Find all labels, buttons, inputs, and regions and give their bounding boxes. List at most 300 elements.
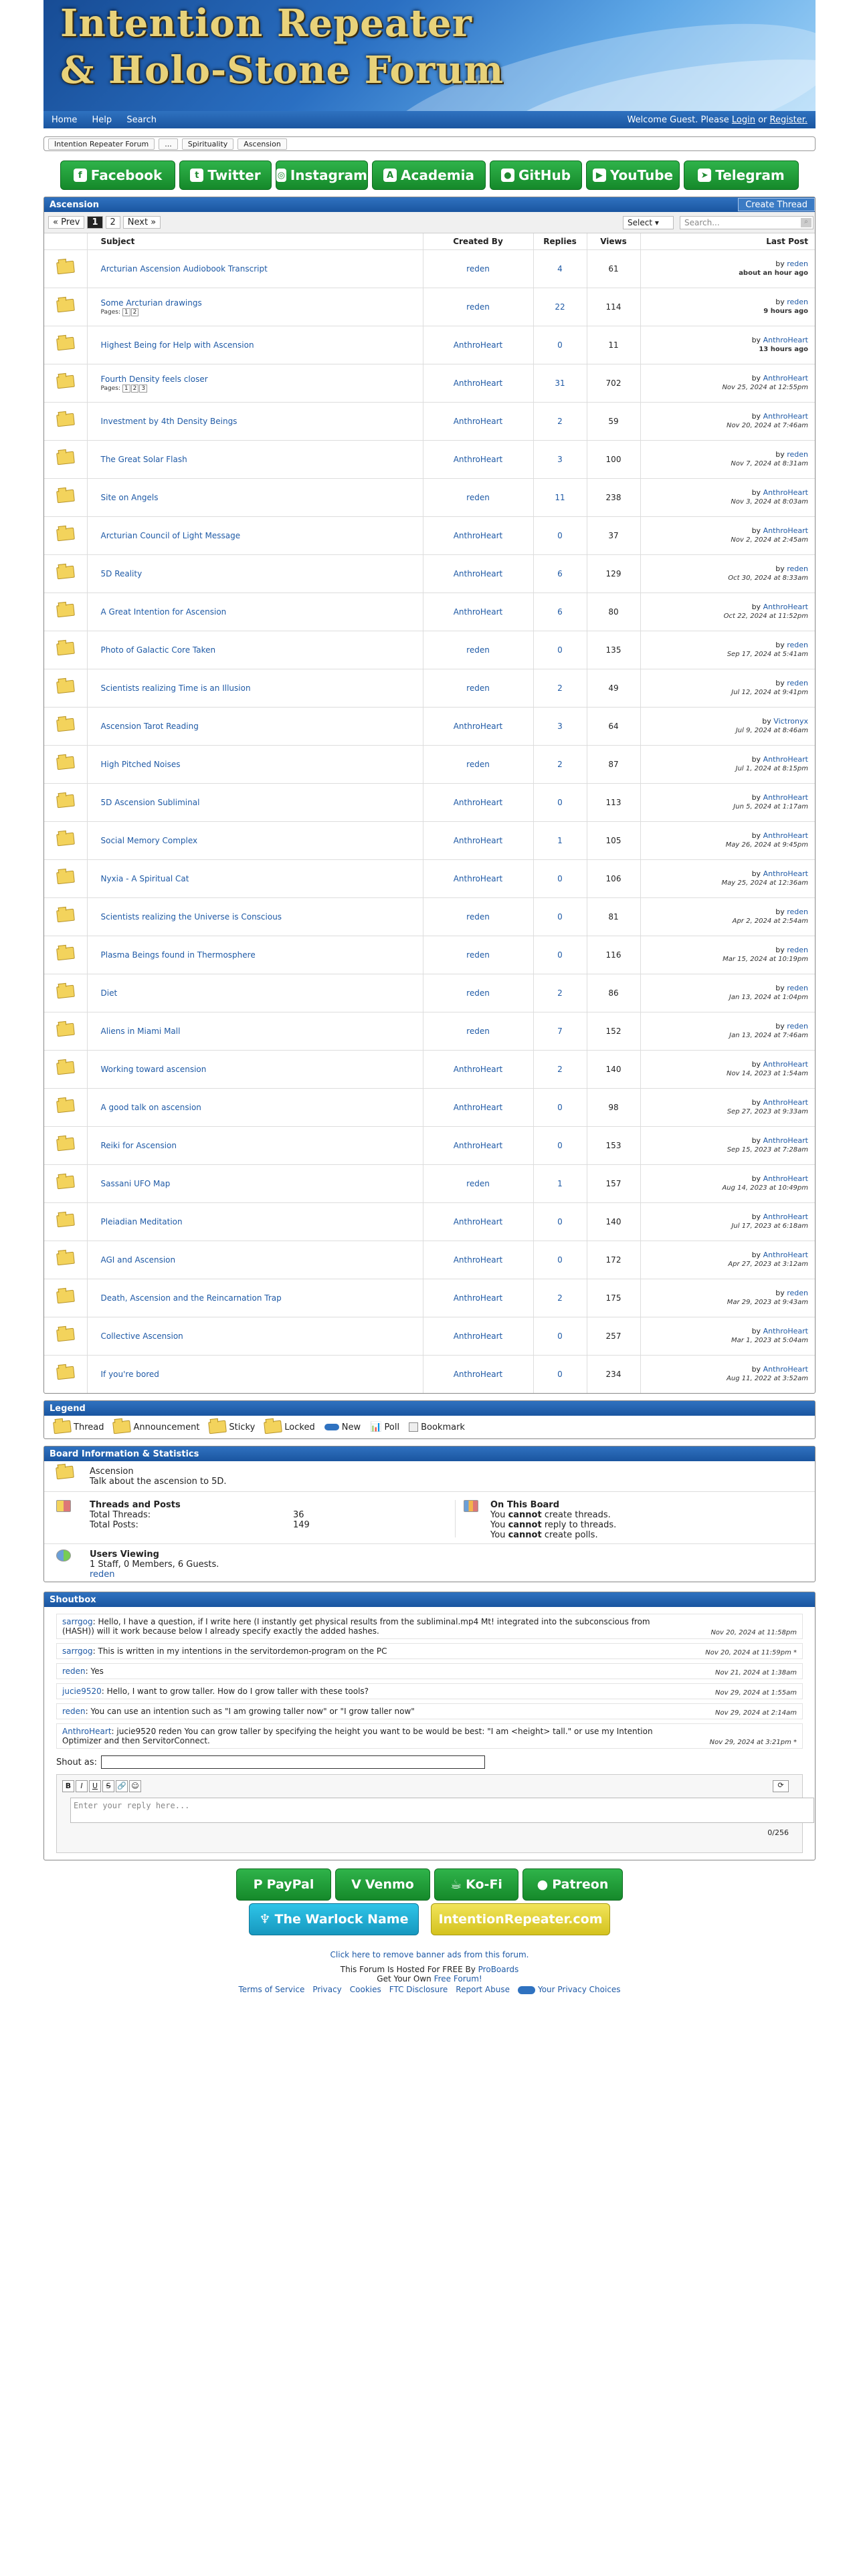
- thread-creator-link[interactable]: reden: [466, 263, 490, 274]
- footer-link-terms-of-service[interactable]: Terms of Service: [238, 1985, 305, 1994]
- ir-label: IntentionRepeater.com: [438, 1912, 603, 1927]
- thread-icon-cell: [44, 1317, 87, 1355]
- last-post-author-link[interactable]: AnthroHeart: [763, 1212, 808, 1221]
- privacy-toggle-icon: [518, 1986, 535, 1994]
- last-post-date: May 25, 2024 at 12:36am: [721, 879, 808, 887]
- thread-creator-link[interactable]: reden: [466, 911, 490, 922]
- thread-views-cell: [587, 1164, 640, 1202]
- thread-icon-cell: [44, 821, 87, 859]
- thread-subject-cell: [87, 631, 423, 669]
- last-post-author-link[interactable]: reden: [787, 640, 808, 649]
- last-post-author-link[interactable]: reden: [787, 678, 808, 687]
- thread-row: [44, 478, 815, 516]
- thread-title-link[interactable]: A Great Intention for Ascension: [100, 607, 227, 617]
- last-post-author-link[interactable]: AnthroHeart: [763, 526, 808, 535]
- thread-row: [44, 1088, 815, 1126]
- thread-replies-cell: [533, 1126, 587, 1164]
- last-post-author-link[interactable]: AnthroHeart: [763, 1097, 808, 1107]
- thread-subject-cell: [87, 326, 423, 364]
- last-post-author-link[interactable]: Victronyx: [773, 716, 808, 726]
- thread-title-link[interactable]: Scientists realizing Time is an Illusion: [100, 683, 251, 693]
- venmo-button[interactable]: [335, 1868, 430, 1901]
- thread-icon-cell: [44, 1202, 87, 1241]
- thread-title-link[interactable]: Fourth Density feels closer: [100, 374, 208, 384]
- thread-page-link[interactable]: 2: [131, 308, 139, 316]
- proboards-link[interactable]: ProBoards: [478, 1965, 519, 1974]
- thread-last-post-cell: by Victronyx Jul 9, 2024 at 8:46am: [640, 707, 815, 745]
- poll-icon: 📊: [370, 1422, 382, 1432]
- thread-creator-link[interactable]: AnthroHeart: [453, 454, 503, 464]
- thread-row: [44, 1279, 815, 1317]
- thread-title-link[interactable]: Diet: [100, 988, 118, 998]
- last-post-author-link[interactable]: reden: [787, 449, 808, 459]
- created-by-header: Created By: [423, 233, 533, 249]
- last-post-author-link[interactable]: AnthroHeart: [763, 488, 808, 497]
- thread-title-link[interactable]: Nyxia - A Spiritual Cat: [100, 873, 189, 883]
- last-post-author-link[interactable]: AnthroHeart: [763, 1136, 808, 1145]
- thread-row: [44, 440, 815, 478]
- thread-title-link[interactable]: Plasma Beings found in Thermosphere: [100, 950, 256, 960]
- thread-creator-link[interactable]: AnthroHeart: [453, 568, 503, 578]
- thread-title-link[interactable]: Social Memory Complex: [100, 835, 198, 845]
- nav-home[interactable]: Home: [52, 114, 78, 125]
- thread-row: [44, 897, 815, 936]
- thread-replies[interactable]: 2: [557, 416, 563, 426]
- thread-creator-link[interactable]: AnthroHeart: [453, 530, 503, 540]
- shout-user-link[interactable]: sarrgog: [62, 1646, 93, 1656]
- thread-creator-cell: [423, 326, 533, 364]
- thread-views: 113: [605, 797, 622, 807]
- thread-views-cell: [587, 478, 640, 516]
- link-icon[interactable]: 🔗: [116, 1780, 128, 1792]
- warlock-name-button[interactable]: [249, 1903, 419, 1935]
- social-button-telegram[interactable]: [684, 160, 799, 190]
- thread-title-link[interactable]: The Great Solar Flash: [100, 454, 187, 464]
- legend-item-announcement: [113, 1421, 199, 1433]
- thread-page-link[interactable]: 1: [122, 385, 130, 393]
- register-link[interactable]: Register.: [769, 114, 807, 125]
- last-post-author-link[interactable]: AnthroHeart: [763, 373, 808, 383]
- thread-folder-icon: [56, 833, 75, 847]
- footer-link-report-abuse[interactable]: Report Abuse: [456, 1985, 510, 1994]
- venmo-icon: V: [351, 1877, 361, 1892]
- kofi-button[interactable]: [434, 1868, 518, 1901]
- thread-creator-link[interactable]: AnthroHeart: [453, 721, 503, 731]
- thread-replies[interactable]: 0: [557, 1216, 563, 1226]
- thread-title-link[interactable]: 5D Ascension Subliminal: [100, 797, 200, 807]
- thread-creator-cell: [423, 554, 533, 593]
- thread-views-cell: [587, 402, 640, 440]
- thread-views: 172: [605, 1255, 622, 1265]
- thread-title-link[interactable]: AGI and Ascension: [100, 1255, 176, 1265]
- last-post-author-link[interactable]: AnthroHeart: [763, 1059, 808, 1069]
- last-post-date: Mar 29, 2023 at 9:43am: [727, 1298, 808, 1306]
- social-button-github[interactable]: [490, 160, 582, 190]
- shout-user-link[interactable]: reden: [62, 1707, 86, 1716]
- thread-title-link[interactable]: Working toward ascension: [100, 1064, 207, 1074]
- shout-user-link[interactable]: reden: [62, 1667, 86, 1676]
- thread-replies[interactable]: 0: [557, 1255, 563, 1265]
- last-post-date: Jun 5, 2024 at 1:17am: [733, 802, 808, 811]
- shout-user-link[interactable]: jucie9520: [62, 1687, 102, 1696]
- thread-replies[interactable]: 0: [557, 645, 563, 655]
- social-button-youtube[interactable]: [586, 160, 680, 190]
- thread-replies[interactable]: 0: [557, 340, 563, 350]
- thread-views-cell: [587, 516, 640, 554]
- privacy-choices-link[interactable]: [518, 1985, 621, 1994]
- smiley-icon[interactable]: ☺: [129, 1780, 141, 1792]
- breadcrumb-spirituality[interactable]: Spirituality: [182, 138, 234, 150]
- last-post-author-link[interactable]: AnthroHeart: [763, 602, 808, 611]
- last-post-date: Oct 30, 2024 at 8:33am: [728, 574, 808, 582]
- last-post-author-link[interactable]: AnthroHeart: [763, 754, 808, 764]
- nav-search[interactable]: Search: [126, 114, 157, 125]
- social-label: GitHub: [518, 167, 571, 183]
- thread-icon-cell: [44, 631, 87, 669]
- thread-title-link[interactable]: Highest Being for Help with Ascension: [100, 340, 254, 350]
- thread-last-post-cell: by reden Jan 13, 2024 at 7:46am: [640, 1012, 815, 1050]
- thread-last-post-cell: by AnthroHeart Jun 5, 2024 at 1:17am: [640, 783, 815, 821]
- thread-replies[interactable]: 22: [555, 302, 565, 312]
- legend-label: Poll: [384, 1422, 400, 1432]
- last-post-date: Nov 25, 2024 at 12:55pm: [722, 383, 808, 391]
- thread-replies[interactable]: 1: [557, 835, 563, 845]
- thread-creator-link[interactable]: reden: [466, 1026, 490, 1036]
- last-post-date: Nov 7, 2024 at 8:31am: [731, 459, 808, 467]
- thread-creator-link[interactable]: AnthroHeart: [453, 1064, 503, 1074]
- last-post-author-link[interactable]: reden: [787, 1021, 808, 1031]
- page-2-button[interactable]: 2: [106, 216, 120, 229]
- thread-creator-link[interactable]: AnthroHeart: [453, 797, 503, 807]
- last-post-author-link[interactable]: AnthroHeart: [763, 1326, 808, 1335]
- thread-replies[interactable]: 0: [557, 1102, 563, 1112]
- breadcrumb-forum[interactable]: Intention Repeater Forum: [48, 138, 155, 150]
- thread-views-cell: [587, 1126, 640, 1164]
- thread-icon-cell: [44, 1050, 87, 1088]
- social-button-instagram[interactable]: [276, 160, 368, 190]
- thread-title-link[interactable]: Scientists realizing the Universe is Conscious: [100, 911, 282, 922]
- footer-link-cookies[interactable]: Cookies: [349, 1985, 381, 1994]
- thread-title-link[interactable]: Reiki for Ascension: [100, 1140, 177, 1150]
- thread-folder-icon: [56, 375, 75, 389]
- thread-replies[interactable]: 2: [557, 1064, 563, 1074]
- thread-row: [44, 974, 815, 1012]
- reply-textarea[interactable]: [70, 1798, 814, 1823]
- thread-replies[interactable]: 1: [557, 1178, 563, 1188]
- thread-replies[interactable]: 3: [557, 721, 563, 731]
- thread-creator-link[interactable]: reden: [466, 492, 490, 502]
- thread-row: [44, 1355, 815, 1393]
- bold-button[interactable]: B: [62, 1780, 74, 1792]
- thread-folder-icon: [56, 451, 75, 465]
- thread-title-link[interactable]: Collective Ascension: [100, 1331, 183, 1341]
- paypal-button[interactable]: [236, 1868, 331, 1901]
- thread-row: [44, 936, 815, 974]
- thread-creator-link[interactable]: AnthroHeart: [453, 607, 503, 617]
- thread-replies[interactable]: 2: [557, 988, 563, 998]
- thread-replies[interactable]: 6: [557, 607, 563, 617]
- last-post-author-link[interactable]: reden: [787, 297, 808, 306]
- thread-row: [44, 593, 815, 631]
- thread-title-link[interactable]: Death, Ascension and the Reincarnation Trap: [100, 1293, 282, 1303]
- legend-item-bookmark: [409, 1422, 465, 1432]
- thread-replies-cell: [533, 440, 587, 478]
- social-buttons: [43, 160, 816, 190]
- total-posts-value: 149: [293, 1520, 310, 1530]
- thread-creator-link[interactable]: reden: [466, 759, 490, 769]
- shout-user-link[interactable]: AnthroHeart: [62, 1727, 112, 1736]
- thread-creator-link[interactable]: AnthroHeart: [453, 340, 503, 350]
- thread-replies[interactable]: 0: [557, 1331, 563, 1341]
- social-button-facebook[interactable]: [60, 160, 175, 190]
- social-button-academia[interactable]: [372, 160, 486, 190]
- thread-replies-cell: [533, 402, 587, 440]
- thread-replies[interactable]: 11: [555, 492, 565, 502]
- thread-replies[interactable]: 3: [557, 454, 563, 464]
- perm-cannot: cannot: [508, 1530, 542, 1540]
- last-post-author-link[interactable]: AnthroHeart: [763, 1250, 808, 1259]
- thread-subject-cell: [87, 288, 423, 326]
- last-post-date: Apr 27, 2023 at 3:12am: [728, 1260, 808, 1268]
- subject-header: Subject: [87, 233, 423, 249]
- thread-replies[interactable]: 0: [557, 911, 563, 922]
- total-threads-label: Total Threads:: [90, 1510, 151, 1520]
- last-post-author-link[interactable]: reden: [787, 945, 808, 954]
- thread-subject-cell: [87, 897, 423, 936]
- thread-views: 61: [608, 263, 619, 274]
- refresh-icon[interactable]: ⟳: [773, 1780, 789, 1792]
- thread-creator-link[interactable]: reden: [466, 302, 490, 312]
- thread-replies[interactable]: 4: [557, 263, 563, 274]
- thread-title-link[interactable]: Investment by 4th Density Beings: [100, 416, 237, 426]
- shout-text: : Hello, I want to grow taller. How do I grow taller with these tools?: [101, 1687, 369, 1696]
- thread-title-link[interactable]: A good talk on ascension: [100, 1102, 201, 1112]
- thread-subject-cell: [87, 1317, 423, 1355]
- thread-creator-link[interactable]: reden: [466, 1178, 490, 1188]
- thread-title-link[interactable]: High Pitched Noises: [100, 759, 181, 769]
- thread-icon-cell: [44, 1279, 87, 1317]
- thread-replies[interactable]: 2: [557, 1293, 563, 1303]
- last-post-author-link[interactable]: reden: [787, 983, 808, 992]
- last-post-date: Jul 17, 2023 at 6:18am: [731, 1222, 808, 1230]
- thread-title-link[interactable]: Arcturian Council of Light Message: [100, 530, 241, 540]
- intentionrepeater-button[interactable]: [431, 1903, 610, 1935]
- thread-creator-cell: [423, 1164, 533, 1202]
- thread-subject-cell: [87, 593, 423, 631]
- thread-creator-link[interactable]: reden: [466, 645, 490, 655]
- nav-help[interactable]: Help: [92, 114, 112, 125]
- thread-views-cell: [587, 1317, 640, 1355]
- legend-title: Legend: [50, 1403, 86, 1414]
- login-link[interactable]: Login: [731, 114, 755, 125]
- announcement-icon: [113, 1420, 132, 1434]
- page-1-button[interactable]: 1: [87, 216, 102, 229]
- shout-time: Nov 29, 2024 at 1:55am: [715, 1689, 797, 1697]
- thread-replies-cell: [533, 364, 587, 402]
- thread-creator-link[interactable]: AnthroHeart: [453, 873, 503, 883]
- thread-page-link[interactable]: 2: [131, 385, 139, 393]
- thread-folder-icon: [56, 1023, 75, 1037]
- thread-views: 11: [608, 340, 619, 350]
- thread-icon-cell: [44, 364, 87, 402]
- thread-replies[interactable]: 0: [557, 873, 563, 883]
- thread-subject-cell: [87, 859, 423, 897]
- thread-last-post-cell: by reden Mar 15, 2024 at 10:19pm: [640, 936, 815, 974]
- thread-creator-link[interactable]: AnthroHeart: [453, 1293, 503, 1303]
- thread-views-cell: [587, 554, 640, 593]
- thread-replies[interactable]: 0: [557, 530, 563, 540]
- thread-folder-icon: [56, 604, 75, 618]
- shout-name-field[interactable]: [101, 1755, 485, 1769]
- thread-creator-link[interactable]: AnthroHeart: [453, 1102, 503, 1112]
- thread-title-link[interactable]: Pleiadian Meditation: [100, 1216, 183, 1226]
- create-thread-button[interactable]: Create Thread: [738, 198, 815, 211]
- thread-icon-cell: [44, 516, 87, 554]
- social-label: Academia: [401, 167, 474, 183]
- perm-you: You: [490, 1520, 506, 1530]
- board-info-box: [43, 1446, 816, 1582]
- info-board-desc: Talk about the ascension to 5D.: [90, 1477, 227, 1487]
- last-post-author-link[interactable]: reden: [787, 259, 808, 268]
- thread-replies-cell: [533, 1355, 587, 1393]
- privacy-choices-label: Your Privacy Choices: [537, 1985, 621, 1994]
- thread-folder-icon: [56, 909, 75, 923]
- footer-link-ftc-disclosure[interactable]: FTC Disclosure: [389, 1985, 448, 1994]
- thread-page-link[interactable]: 3: [139, 385, 147, 393]
- thread-icon-cell: [44, 859, 87, 897]
- footer-link-privacy[interactable]: Privacy: [312, 1985, 342, 1994]
- thread-subject-cell: [87, 1241, 423, 1279]
- thread-title-link[interactable]: Photo of Galactic Core Taken: [100, 645, 216, 655]
- thread-title-link[interactable]: If you're bored: [100, 1369, 159, 1379]
- legend-label: New: [341, 1422, 361, 1432]
- thread-creator-link[interactable]: reden: [466, 683, 490, 693]
- thread-creator-link[interactable]: AnthroHeart: [453, 1216, 503, 1226]
- thread-replies-cell: [533, 821, 587, 859]
- thread-folder-icon: [56, 1252, 75, 1266]
- thread-row: [44, 1202, 815, 1241]
- thread-creator-link[interactable]: AnthroHeart: [453, 1331, 503, 1341]
- thread-folder-icon: [56, 718, 75, 732]
- social-button-twitter[interactable]: [179, 160, 272, 190]
- thread-title-link[interactable]: 5D Reality: [100, 568, 142, 578]
- breadcrumb-ascension[interactable]: Ascension: [237, 138, 287, 150]
- thread-creator-cell: [423, 669, 533, 707]
- last-post-author-link[interactable]: reden: [787, 564, 808, 573]
- thread-table: [44, 233, 815, 1393]
- thread-creator-link[interactable]: AnthroHeart: [453, 416, 503, 426]
- shout-text: : Hello, I have a question, if I write here (I instantly get physical results from the subliminal.mp4 Mt! integrated into the subconscious from (HASH)) will it work because below I already specify exactly the added hashes.: [62, 1617, 650, 1636]
- social-label: Facebook: [90, 167, 163, 183]
- shout-message: [56, 1683, 803, 1699]
- patreon-button[interactable]: [522, 1868, 623, 1901]
- thread-creator-cell: [423, 745, 533, 783]
- next-page-button[interactable]: Next »: [123, 216, 161, 229]
- last-post-author-link[interactable]: AnthroHeart: [763, 335, 808, 344]
- legend-label: Announcement: [133, 1422, 200, 1432]
- thread-replies[interactable]: 31: [555, 378, 565, 388]
- thread-page-link[interactable]: 1: [122, 308, 130, 316]
- prev-page-button[interactable]: « Prev: [48, 216, 84, 229]
- thread-icon-cell: [44, 593, 87, 631]
- thread-replies[interactable]: 0: [557, 1369, 563, 1379]
- users-viewing-user[interactable]: reden: [90, 1570, 115, 1580]
- thread-title-link[interactable]: Aliens in Miami Mall: [100, 1026, 181, 1036]
- last-post-date: 13 hours ago: [759, 345, 808, 353]
- last-post-author-link[interactable]: reden: [787, 907, 808, 916]
- thread-replies[interactable]: 7: [557, 1026, 563, 1036]
- thread-replies[interactable]: 6: [557, 568, 563, 578]
- last-post-author-link[interactable]: AnthroHeart: [763, 831, 808, 840]
- thread-folder-icon: [56, 985, 75, 999]
- thread-views: 257: [605, 1331, 622, 1341]
- thread-replies-cell: [533, 936, 587, 974]
- thread-replies[interactable]: 0: [557, 950, 563, 960]
- thread-row: [44, 364, 815, 402]
- remove-ads-link[interactable]: Click here to remove banner ads from this forum.: [330, 1950, 529, 1959]
- thread-folder-icon: [56, 1176, 75, 1190]
- thread-row: [44, 249, 815, 288]
- shout-text: : jucie9520 reden You can grow taller by specifying the height you want to be would be best: "I am <height> tall." or use my Intention Optimizer and then ServitorConnect.: [62, 1727, 653, 1745]
- thread-creator-link[interactable]: reden: [466, 988, 490, 998]
- thread-title-link[interactable]: Ascension Tarot Reading: [100, 721, 199, 731]
- underline-button[interactable]: U: [89, 1780, 101, 1792]
- sticky-icon: [209, 1420, 227, 1434]
- last-post-author-link[interactable]: AnthroHeart: [763, 792, 808, 802]
- thread-creator-link[interactable]: AnthroHeart: [453, 1369, 503, 1379]
- last-post-author-link[interactable]: AnthroHeart: [763, 869, 808, 878]
- strike-button[interactable]: S: [102, 1780, 114, 1792]
- italic-button[interactable]: I: [76, 1780, 88, 1792]
- thread-replies[interactable]: 2: [557, 759, 563, 769]
- search-input[interactable]: [680, 216, 814, 229]
- thread-title-link[interactable]: Arcturian Ascension Audiobook Transcript: [100, 263, 268, 274]
- thread-views: 80: [608, 607, 619, 617]
- thread-views: 64: [608, 721, 619, 731]
- last-post-author-link[interactable]: AnthroHeart: [763, 1364, 808, 1374]
- free-forum-link[interactable]: Free Forum!: [434, 1974, 482, 1983]
- last-post-date: Mar 15, 2024 at 10:19pm: [723, 955, 808, 963]
- last-post-author-link[interactable]: AnthroHeart: [763, 1174, 808, 1183]
- last-post-author-link[interactable]: AnthroHeart: [763, 411, 808, 421]
- shout-message: [56, 1703, 803, 1719]
- shout-user-link[interactable]: sarrgog: [62, 1617, 93, 1626]
- thread-replies[interactable]: 0: [557, 797, 563, 807]
- thread-creator-link[interactable]: AnthroHeart: [453, 1140, 503, 1150]
- banner-title-line2: & Holo-Stone Forum: [60, 48, 504, 92]
- views-header: Views: [587, 233, 640, 249]
- thread-title-link[interactable]: Site on Angels: [100, 492, 159, 502]
- thread-creator-link[interactable]: AnthroHeart: [453, 378, 503, 388]
- thread-creator-link[interactable]: AnthroHeart: [453, 1255, 503, 1265]
- thread-folder-icon: [56, 566, 75, 580]
- thread-title-link[interactable]: Some Arcturian drawings: [100, 298, 202, 308]
- thread-replies-cell: [533, 478, 587, 516]
- thread-replies[interactable]: 0: [557, 1140, 563, 1150]
- search-icon[interactable]: ⌕: [801, 218, 812, 227]
- last-post-author-link[interactable]: reden: [787, 1288, 808, 1297]
- thread-creator-link[interactable]: reden: [466, 950, 490, 960]
- thread-replies[interactable]: 2: [557, 683, 563, 693]
- thread-title-link[interactable]: Sassani UFO Map: [100, 1178, 171, 1188]
- thread-icon-cell: [44, 897, 87, 936]
- thread-row: [44, 1164, 815, 1202]
- thread-row: [44, 1126, 815, 1164]
- thread-last-post-cell: by reden 9 hours ago: [640, 288, 815, 326]
- thread-creator-link[interactable]: AnthroHeart: [453, 835, 503, 845]
- breadcrumb-ellipsis[interactable]: ...: [159, 138, 178, 150]
- select-dropdown[interactable]: Select ▾: [623, 216, 674, 229]
